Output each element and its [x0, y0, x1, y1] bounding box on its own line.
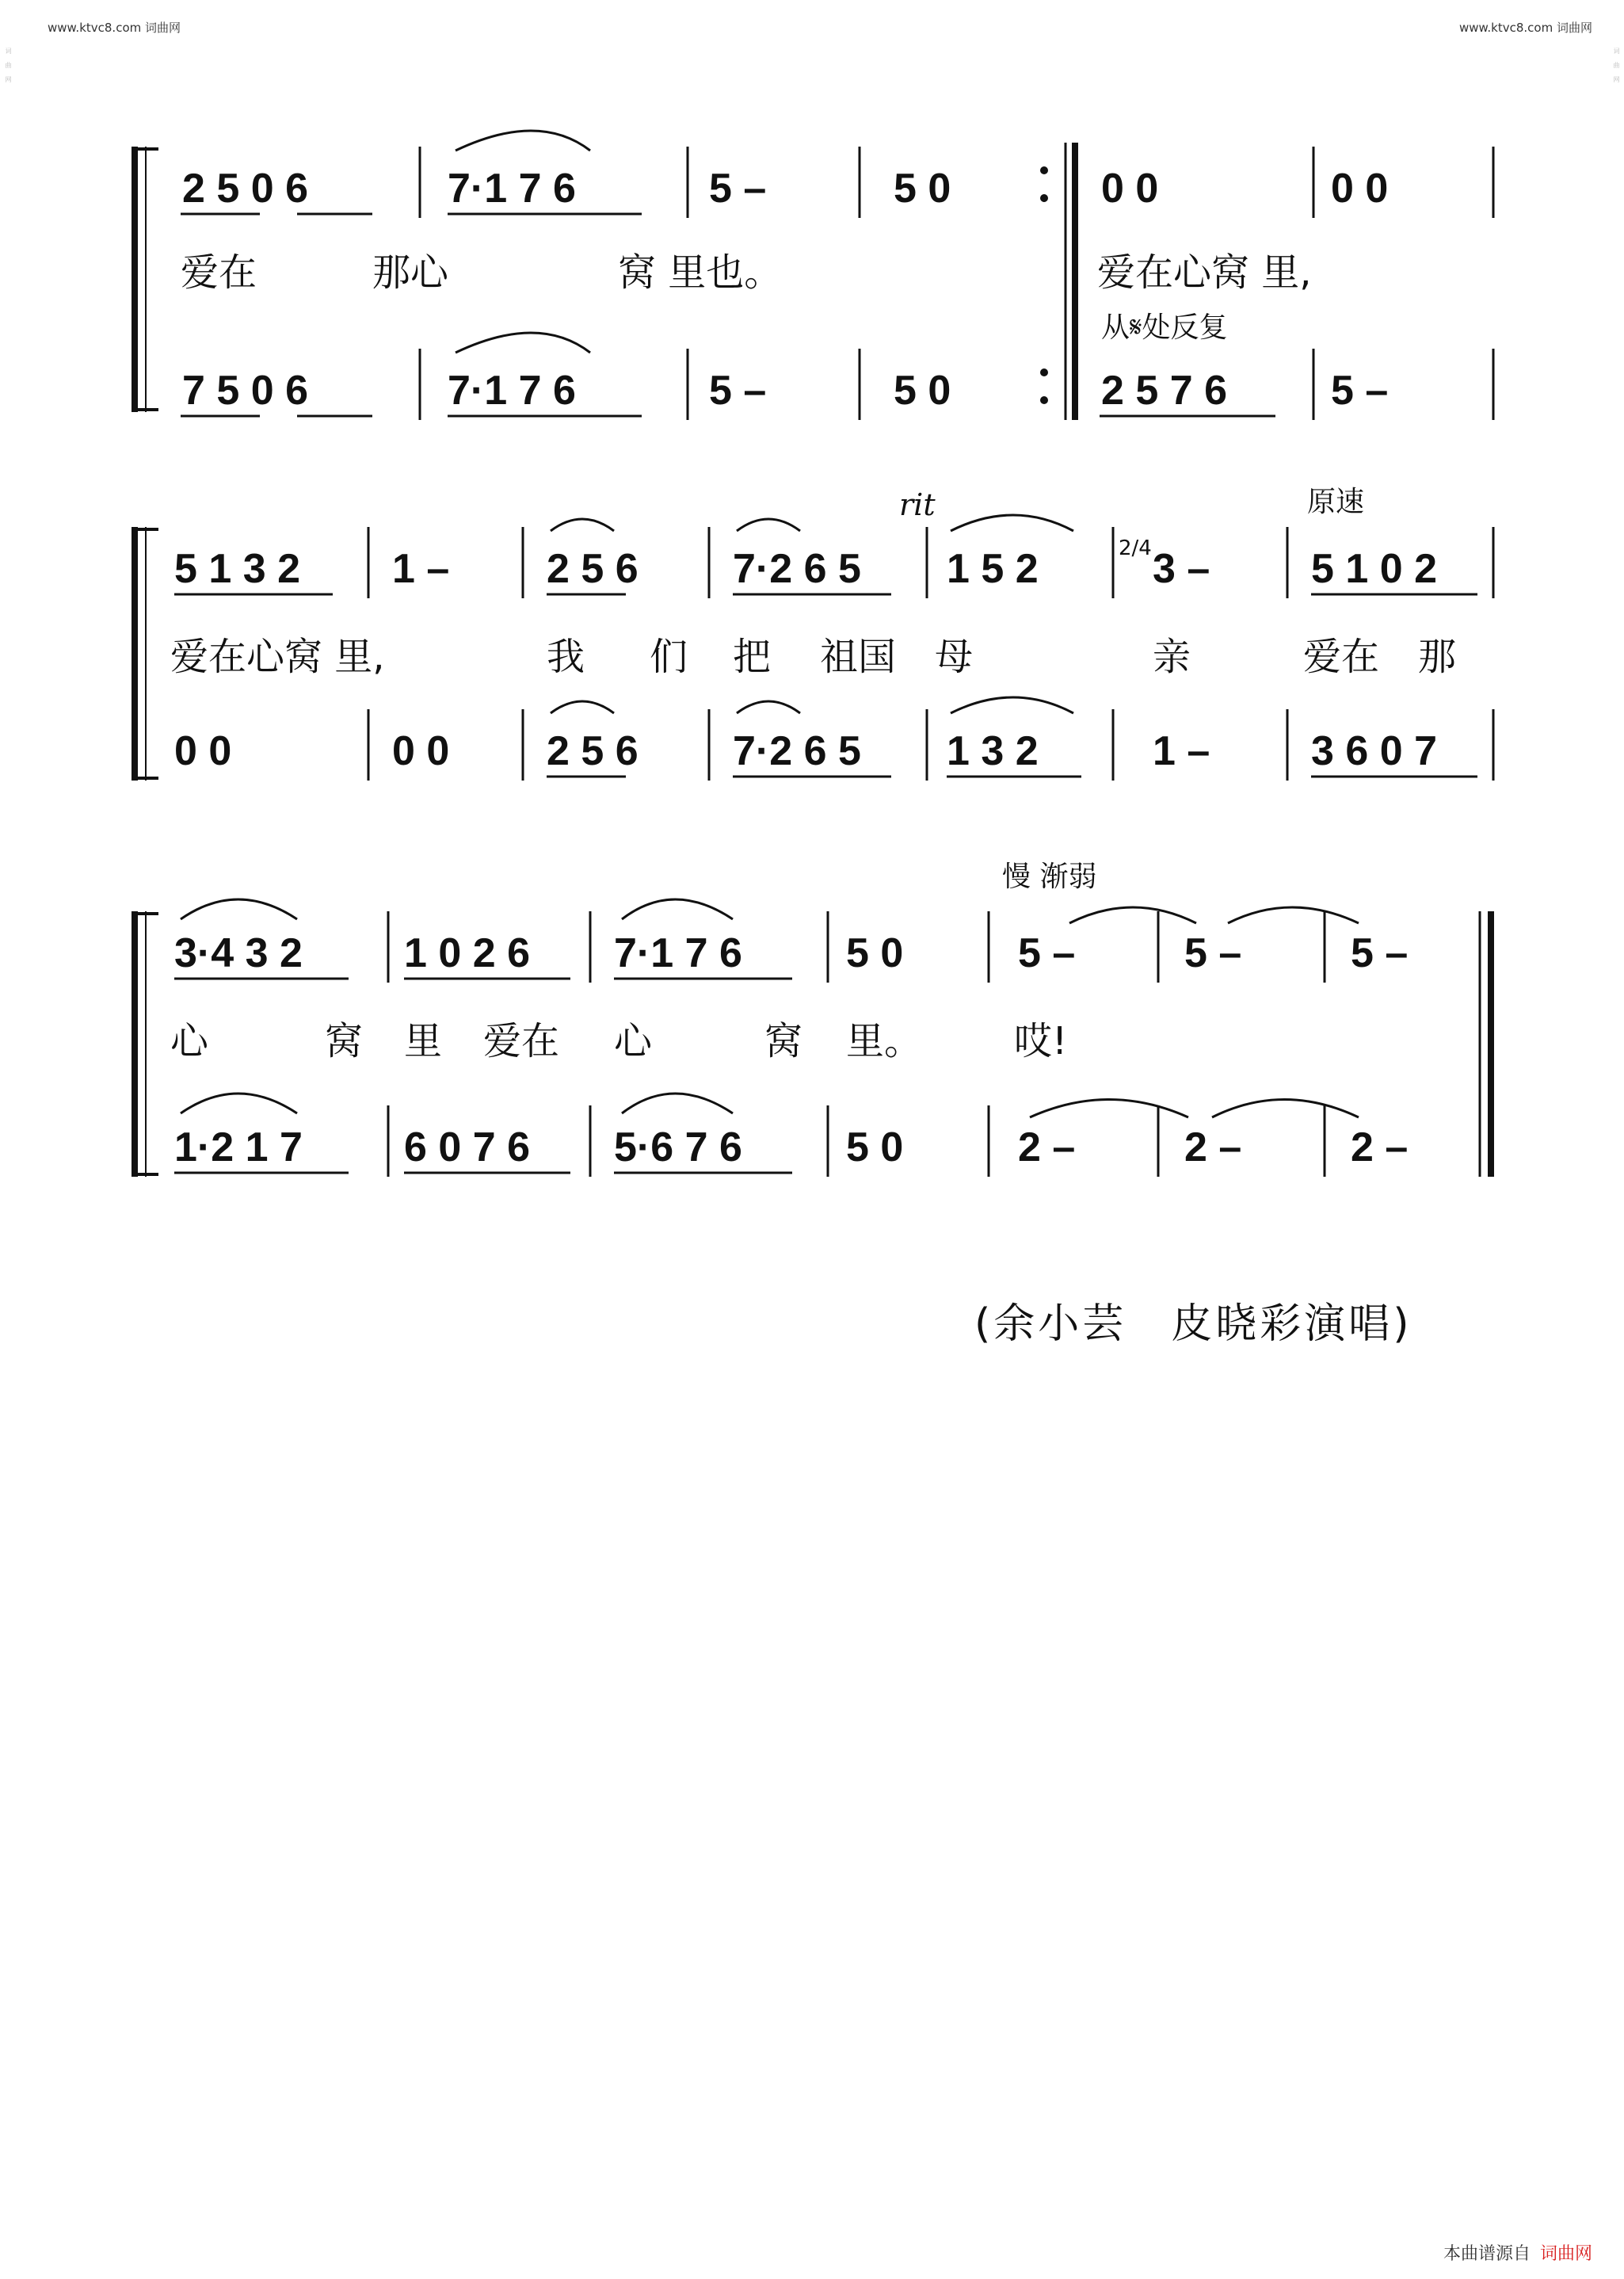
s1-lyric-3: 窝 里也。 — [618, 250, 783, 295]
footer-source — [1443, 2240, 1592, 2265]
s2-upper-m1: 5 1 3 2 — [174, 546, 301, 592]
s3-lyric-5: 心 — [614, 1019, 653, 1063]
s1-lower-m4: 5 0 — [894, 368, 951, 414]
s3-upper-m3: 7·1 7 6 — [614, 930, 742, 976]
right-watermark-strip: 词曲网 — [1613, 48, 1620, 90]
s3-lyric-8: 哎! — [1014, 1019, 1068, 1063]
s1-lyric-4: 爱在心窝 里, — [1097, 250, 1312, 295]
s2-rit-mark: rit — [899, 487, 936, 522]
s3-upper-m4: 5 0 — [846, 930, 904, 976]
s2-upper-m5: 1 5 2 — [947, 546, 1039, 592]
s3-lower-m7: 2 – — [1351, 1124, 1409, 1170]
s2-lower-m5: 1 3 2 — [947, 728, 1039, 774]
s2-lyric-3: 们 — [650, 635, 688, 679]
s2-lyric-6: 母 — [935, 635, 974, 679]
s1-lyric-1: 爱在 — [181, 250, 257, 295]
s3-lower-m5: 2 – — [1018, 1124, 1076, 1170]
s2-upper-m6: 3 – — [1153, 546, 1210, 592]
s2-lower-m6: 1 – — [1153, 728, 1210, 774]
s1-upper-m5: 0 0 — [1101, 166, 1159, 212]
s3-upper-m6: 5 – — [1184, 930, 1242, 976]
s3-lyric-7: 里。 — [846, 1019, 923, 1063]
s2-lyric-4: 把 — [733, 635, 772, 679]
s3-lyric-4: 爱在 — [483, 1019, 560, 1063]
s3-lower-m1: 1·2 1 7 — [174, 1124, 303, 1170]
s3-slow-mark: 慢 渐弱 — [1002, 861, 1097, 893]
s2-lyric-9: 那 — [1418, 635, 1457, 679]
s3-lyric-3: 里 — [404, 1019, 443, 1063]
s2-time-signature: 2/4 — [1119, 536, 1152, 560]
left-watermark-strip: 词曲网 — [5, 48, 12, 90]
s2-lower-m7: 3 6 0 7 — [1311, 728, 1438, 774]
s2-upper-m7: 5 1 0 2 — [1311, 546, 1438, 592]
s1-lyric-2: 那心 — [372, 250, 449, 295]
s2-upper-m3: 2 5 6 — [547, 546, 639, 592]
s3-upper-m5: 5 – — [1018, 930, 1076, 976]
s1-lower-m3: 5 – — [709, 368, 767, 414]
s3-lower-m2: 6 0 7 6 — [404, 1124, 531, 1170]
s1-upper-m6: 0 0 — [1331, 166, 1389, 212]
s2-upper-m2: 1 – — [392, 546, 450, 592]
s2-upper-m4: 7·2 6 5 — [733, 546, 861, 592]
s1-lower-m1: 7 5 0 6 — [182, 368, 309, 414]
s1-upper-m1: 2 5 0 6 — [182, 166, 309, 212]
performer-credit: (余小芸 皮晓彩演唱) — [974, 1300, 1412, 1348]
s1-upper-m2: 7·1 7 6 — [448, 166, 576, 212]
header-site-right: www.ktvc8.com 词曲网 — [1458, 21, 1592, 35]
s1-upper-m4: 5 0 — [894, 166, 951, 212]
s3-lyric-2: 窝 — [325, 1019, 364, 1063]
s2-lower-m4: 7·2 6 5 — [733, 728, 861, 774]
s3-lower-m6: 2 – — [1184, 1124, 1242, 1170]
s2-lyric-2: 我 — [547, 635, 585, 679]
s2-lower-m2: 0 0 — [392, 728, 450, 774]
system-3 — [135, 861, 1491, 1177]
s2-lyric-1: 爱在心窝 里, — [170, 635, 385, 679]
s1-repeat-text: 从𝄋处反复 — [1101, 311, 1228, 344]
s2-tempo-mark: 原速 — [1307, 486, 1365, 518]
s2-lower-m3: 2 5 6 — [547, 728, 639, 774]
system-2 — [135, 486, 1493, 781]
s2-lyric-5: 祖国 — [820, 635, 897, 679]
s3-lyric-6: 窝 — [764, 1019, 803, 1063]
s3-lower-m4: 5 0 — [846, 1124, 904, 1170]
header-site-left: www.ktvc8.com 词曲网 — [48, 21, 181, 35]
footer-source-text: 本曲谱源自 — [1443, 2244, 1531, 2264]
s3-lower-m3: 5·6 7 6 — [614, 1124, 742, 1170]
s1-lower-m2: 7·1 7 6 — [448, 368, 576, 414]
s2-lower-m1: 0 0 — [174, 728, 232, 774]
s2-lyric-7: 亲 — [1153, 635, 1191, 679]
s3-upper-m1: 3·4 3 2 — [174, 930, 303, 976]
footer-brand-link[interactable]: 词曲网 — [1539, 2244, 1592, 2264]
s1-lower-m5: 2 5 7 6 — [1101, 368, 1228, 414]
s3-upper-m2: 1 0 2 6 — [404, 930, 531, 976]
s3-lyric-1: 心 — [170, 1019, 209, 1063]
system-1 — [135, 131, 1493, 420]
s1-upper-m3: 5 – — [709, 166, 767, 212]
s3-upper-m7: 5 – — [1351, 930, 1409, 976]
s2-lyric-8: 爱在 — [1303, 635, 1380, 679]
s1-lower-m6: 5 – — [1331, 368, 1389, 414]
